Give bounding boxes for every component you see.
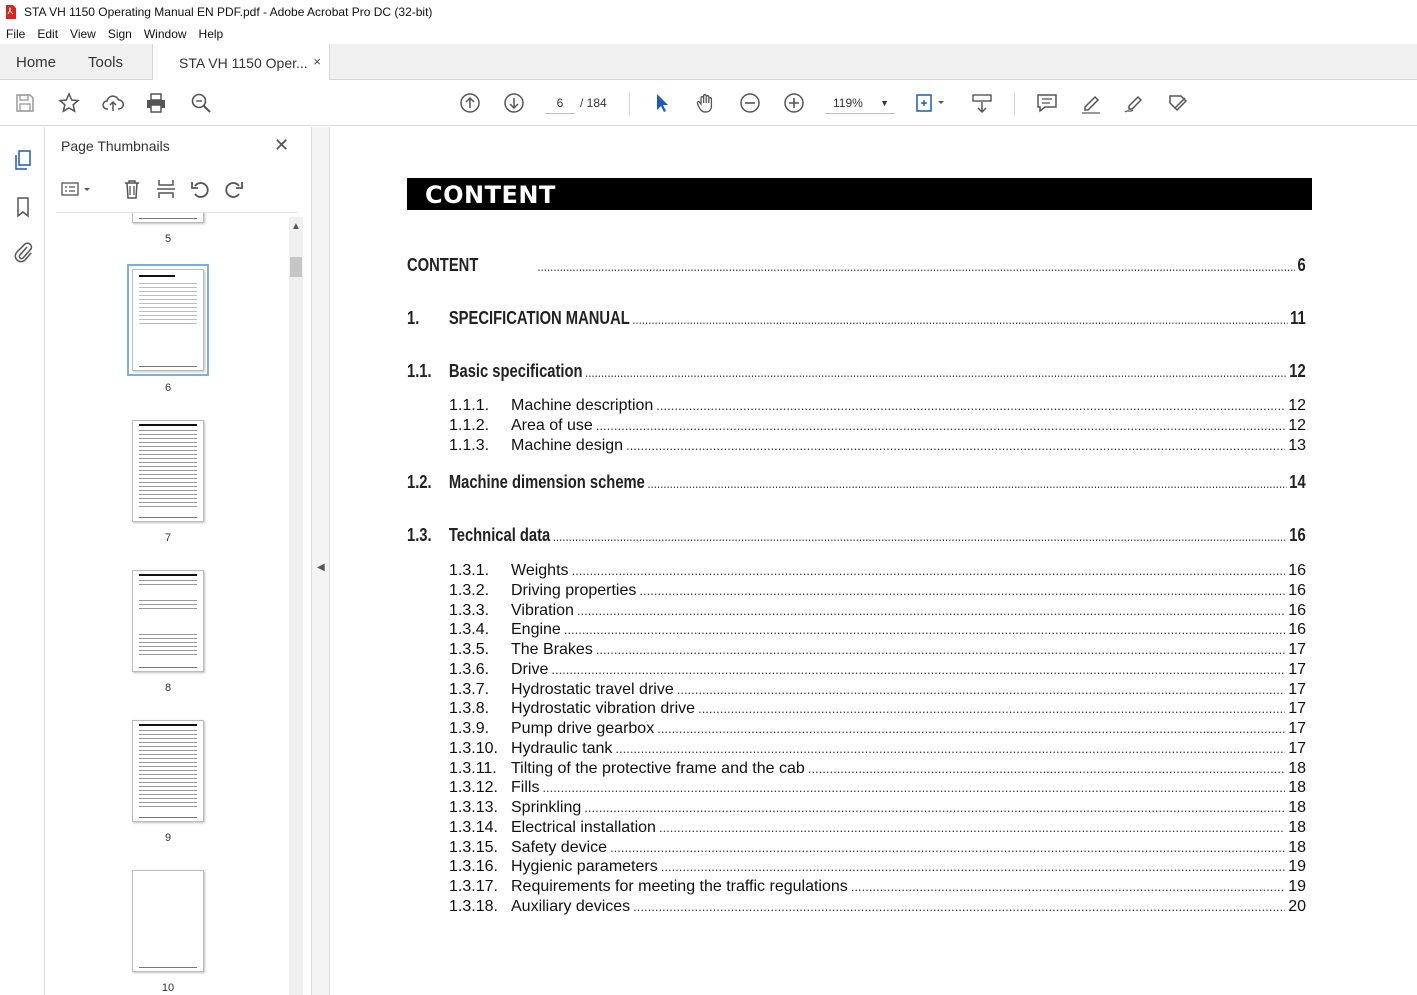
- toc-title: Weights: [511, 562, 569, 579]
- toc-page: 17: [1288, 641, 1306, 658]
- toc-page: 19: [1288, 858, 1306, 876]
- toc-title: Hydraulic tank: [511, 739, 613, 757]
- toc-title: Machine description: [511, 397, 654, 414]
- toc-number: 1.2.: [407, 472, 432, 492]
- page-thumbnail-10[interactable]: [132, 870, 204, 972]
- toc-page: 16: [1288, 601, 1306, 619]
- toc-number: 1.: [407, 308, 420, 328]
- toc-leader: [577, 603, 1285, 618]
- toc-title: Safety device: [511, 838, 608, 856]
- toc-subsection-row[interactable]: [449, 621, 1306, 639]
- content-banner: CONTENT: [407, 178, 1312, 210]
- toc-leader: [584, 800, 1285, 815]
- page-thumbnail-9[interactable]: [132, 720, 204, 822]
- thumbnail-label: 5: [164, 233, 172, 245]
- toc-subsection-row[interactable]: [449, 562, 1306, 580]
- menu-help[interactable]: Help: [198, 27, 224, 41]
- toc-leader: [551, 662, 1285, 677]
- toolbar-divider: [1014, 92, 1015, 116]
- toc-subsection-row[interactable]: [449, 858, 1306, 876]
- close-panel-icon[interactable]: ✕: [274, 135, 290, 155]
- menu-edit[interactable]: Edit: [37, 27, 59, 41]
- toc-number: 1.3.3.: [449, 601, 490, 619]
- toc-page: 16: [1288, 581, 1306, 599]
- acrobat-pdf-icon: [4, 5, 18, 19]
- thumbnail-options-icon[interactable]: [60, 177, 94, 201]
- toc-subsection-row[interactable]: [449, 437, 1306, 455]
- highlight-pen-icon[interactable]: [1079, 91, 1103, 115]
- toc-page: 17: [1288, 739, 1306, 757]
- toc-title: Sprinkling: [511, 799, 582, 816]
- toc-leader: [537, 258, 1295, 274]
- main-toolbar: [0, 80, 1417, 126]
- toc-title: Requirements for meeting the traffic regulations: [511, 878, 848, 895]
- toc-page: 14: [1289, 472, 1306, 492]
- toc-title: Fills: [511, 779, 540, 797]
- toc-page: 12: [1288, 417, 1306, 434]
- toc-leader: [851, 879, 1285, 894]
- toc-title: Hydrostatic travel drive: [511, 680, 674, 698]
- toc-page: 16: [1288, 621, 1306, 639]
- toc-leader: [542, 780, 1285, 795]
- toc-number: 1.3.15.: [449, 838, 498, 856]
- panel-title: Page Thumbnails: [61, 138, 170, 154]
- toc-heading-row[interactable]: [407, 308, 1306, 329]
- toc-number: 1.3.13.: [449, 799, 498, 816]
- thumbnail-label: 6: [164, 382, 172, 394]
- toc-leader: [632, 311, 1287, 327]
- toc-subsection-row[interactable]: [449, 582, 1306, 600]
- toc-page: 17: [1288, 720, 1306, 737]
- toc-number: 1.3.: [407, 525, 432, 545]
- menu-file[interactable]: File: [6, 27, 26, 41]
- toc-leader: [639, 583, 1285, 598]
- toc-number: 1.3.14.: [449, 818, 498, 836]
- toc-title: SPECIFICATION MANUAL: [448, 308, 630, 328]
- toc-number: 1.3.2.: [449, 581, 490, 599]
- bookmarks-icon[interactable]: [11, 195, 35, 219]
- toc-number: 1.3.12.: [449, 779, 498, 797]
- bookmark-star-icon[interactable]: [57, 91, 81, 115]
- toc-title: Technical data: [448, 525, 551, 545]
- fill-sign-icon[interactable]: [1166, 91, 1190, 115]
- toc-number: 1.3.16.: [449, 858, 498, 876]
- toc-number: 1.3.7.: [449, 680, 490, 698]
- tab-tools[interactable]: Tools: [88, 53, 124, 71]
- toc-subsection-row[interactable]: [449, 661, 1306, 679]
- collapse-panel-handle[interactable]: [312, 127, 330, 995]
- toc-leader: [596, 418, 1285, 433]
- toc-page: 13: [1288, 437, 1306, 454]
- collapse-arrow-icon: ◀: [317, 562, 325, 573]
- page-thumbnail-6[interactable]: [132, 269, 204, 371]
- zoom-out-icon[interactable]: [738, 91, 762, 115]
- toc-leader: [626, 438, 1285, 453]
- toc-leader: [585, 364, 1287, 380]
- toc-number: 1.3.4.: [449, 621, 490, 639]
- rotate-clockwise-icon[interactable]: [222, 177, 246, 201]
- toc-page: 6: [1297, 255, 1306, 275]
- toc-number: 1.3.8.: [449, 700, 490, 718]
- toc-number: 1.3.5.: [449, 641, 490, 658]
- document-viewer: [330, 127, 1417, 995]
- tab-document-label: STA VH 1150 Oper...: [179, 54, 308, 71]
- toc-title: Auxiliary devices: [511, 897, 631, 915]
- thumbnail-label: 8: [164, 682, 172, 694]
- toc-number: 1.3.18.: [449, 897, 498, 915]
- page-thumbnails-panel: [46, 127, 312, 995]
- toc-leader: [553, 528, 1287, 544]
- toc-subsection-row[interactable]: [449, 898, 1306, 916]
- toc-number: 1.1.1.: [449, 397, 490, 414]
- toc-subsection-row[interactable]: [449, 417, 1306, 435]
- toc-leader: [677, 682, 1285, 697]
- toc-page: 19: [1288, 878, 1306, 895]
- toc-leader: [659, 820, 1285, 835]
- toc-title: Engine: [511, 621, 561, 639]
- extract-page-icon[interactable]: [154, 177, 178, 201]
- tab-home[interactable]: Home: [16, 53, 57, 71]
- toc-heading-row[interactable]: [407, 472, 1306, 493]
- toc-title: Machine design: [511, 437, 624, 454]
- thumbnail-label: 7: [164, 532, 172, 544]
- next-page-icon[interactable]: [502, 91, 526, 115]
- toc-subsection-row[interactable]: [449, 740, 1306, 758]
- toc-page: 18: [1288, 759, 1306, 777]
- select-cursor-icon[interactable]: [650, 91, 674, 115]
- toc-number: 1.3.10.: [449, 739, 498, 757]
- toc-leader: [698, 701, 1285, 716]
- print-icon[interactable]: [144, 91, 168, 115]
- toc-leader: [661, 859, 1285, 874]
- page-fit-icon[interactable]: [914, 91, 948, 115]
- toc-page: 20: [1288, 897, 1306, 915]
- toc-title: Hygienic parameters: [511, 858, 658, 876]
- toc-title: Basic specification: [448, 361, 583, 381]
- toc-title: Hydrostatic vibration drive: [511, 700, 696, 718]
- toc-leader: [657, 721, 1285, 736]
- tab-document[interactable]: [152, 44, 330, 81]
- draw-freehand-icon[interactable]: [1122, 91, 1146, 115]
- thumbnail-scrollbar[interactable]: [289, 217, 303, 995]
- navigation-rail: [0, 127, 45, 995]
- save-icon[interactable]: [13, 91, 37, 115]
- toc-page: 17: [1288, 660, 1306, 678]
- toc-title: Driving properties: [511, 581, 637, 599]
- toc-page: 18: [1288, 818, 1306, 836]
- toc-page: 12: [1289, 361, 1306, 381]
- scroll-mode-icon[interactable]: [970, 91, 994, 115]
- thumbnail-list: [46, 213, 288, 995]
- toc-subsection-row[interactable]: [449, 641, 1306, 659]
- toc-title: Drive: [511, 660, 549, 678]
- page-total: / 184: [580, 96, 607, 110]
- toc-subsection-row[interactable]: [449, 681, 1306, 699]
- toc-subsection-row[interactable]: [449, 839, 1306, 857]
- toc-page: 17: [1288, 700, 1306, 718]
- toc-title: Tilting of the protective frame and the cab: [511, 759, 805, 777]
- thumbnail-label: 9: [164, 832, 172, 844]
- toc-subsection-row[interactable]: [449, 760, 1306, 778]
- toolbar-divider: [629, 92, 630, 116]
- toc-leader: [610, 840, 1285, 855]
- menu-window[interactable]: Window: [143, 27, 187, 41]
- close-tab-icon[interactable]: ×: [313, 54, 321, 69]
- upload-cloud-icon[interactable]: [101, 91, 125, 115]
- toc-leader: [564, 622, 1285, 637]
- attachments-paperclip-icon[interactable]: [11, 240, 35, 264]
- toc-page: 17: [1288, 680, 1306, 698]
- toc-leader: [808, 761, 1285, 776]
- rotate-counterclockwise-icon[interactable]: [188, 177, 212, 201]
- page-number-input[interactable]: 6: [545, 92, 575, 114]
- toc-leader: [647, 475, 1287, 491]
- toc-page: 16: [1288, 562, 1306, 579]
- toc-subsection-row[interactable]: [449, 720, 1306, 738]
- toc-number: 1.3.6.: [449, 660, 490, 678]
- chevron-down-icon: ▼: [880, 98, 889, 108]
- toc-leader: [572, 563, 1286, 578]
- title-bar: [0, 0, 1417, 24]
- toc-number: 1.3.17.: [449, 878, 498, 895]
- toc-page: 18: [1288, 838, 1306, 856]
- page-thumbnails-icon[interactable]: [11, 148, 35, 172]
- toc-page: 12: [1288, 397, 1306, 414]
- toc-leader: [596, 642, 1285, 657]
- menu-sign[interactable]: Sign: [107, 27, 132, 41]
- toc-heading-row[interactable]: [407, 361, 1306, 382]
- toc-title: Machine dimension scheme: [448, 472, 645, 492]
- toc-subsection-row[interactable]: [449, 878, 1306, 896]
- tab-bar: [0, 44, 1417, 80]
- toc-title: Vibration: [511, 601, 574, 619]
- menu-view[interactable]: View: [70, 27, 96, 41]
- toc-subsection-row[interactable]: [449, 700, 1306, 718]
- zoom-level-value: 119%: [833, 96, 863, 110]
- toc-leader: [633, 899, 1285, 914]
- comment-icon[interactable]: [1035, 91, 1059, 115]
- toc-title: Electrical installation: [511, 818, 656, 836]
- thumbnail-label: 10: [161, 982, 175, 994]
- toc-subsection-row[interactable]: [449, 602, 1306, 620]
- toc-page: 16: [1289, 525, 1306, 545]
- toc-number: 1.1.3.: [449, 437, 490, 454]
- toc-subsection-row[interactable]: [449, 799, 1306, 817]
- toc-title: Area of use: [511, 417, 593, 434]
- toc-title: The Brakes: [511, 641, 593, 658]
- toc-subsection-row[interactable]: [449, 397, 1306, 415]
- toc-heading-row[interactable]: [407, 255, 1306, 276]
- zoom-search-icon[interactable]: [189, 91, 213, 115]
- hand-tool-icon[interactable]: [694, 91, 718, 115]
- toc-number: 1.3.11.: [449, 759, 497, 777]
- menu-bar: [0, 24, 1417, 44]
- scrollbar-thumb[interactable]: [290, 257, 302, 277]
- page-thumbnail-8[interactable]: [132, 570, 204, 672]
- toc-page: 11: [1290, 308, 1306, 328]
- page-thumbnail-5[interactable]: [132, 213, 204, 223]
- delete-page-icon[interactable]: [120, 177, 144, 201]
- toc-number: 1.1.: [407, 361, 432, 381]
- toc-subsection-row[interactable]: [449, 819, 1306, 837]
- scroll-up-icon[interactable]: ▲: [291, 221, 301, 232]
- toc-leader: [615, 741, 1285, 756]
- toc-number: CONTENT: [407, 255, 479, 275]
- toc-subsection-row[interactable]: [449, 779, 1306, 797]
- toc-leader: [656, 398, 1285, 413]
- toc-page: 18: [1288, 779, 1306, 797]
- toc-heading-row[interactable]: [407, 525, 1306, 546]
- toc-number: 1.3.9.: [449, 720, 490, 737]
- toc-title: Pump drive gearbox: [511, 720, 655, 737]
- toc-number: 1.3.1.: [449, 562, 490, 579]
- page-thumbnail-7[interactable]: [132, 420, 204, 522]
- toc-number: 1.1.2.: [449, 417, 490, 434]
- window-title: STA VH 1150 Operating Manual EN PDF.pdf - Adobe Acrobat Pro DC (32-bit): [24, 5, 433, 19]
- previous-page-icon[interactable]: [458, 91, 482, 115]
- toc-page: 18: [1288, 799, 1306, 816]
- zoom-level-dropdown[interactable]: [825, 92, 895, 114]
- zoom-in-icon[interactable]: [782, 91, 806, 115]
- thumbnail-toolbar: [56, 167, 298, 213]
